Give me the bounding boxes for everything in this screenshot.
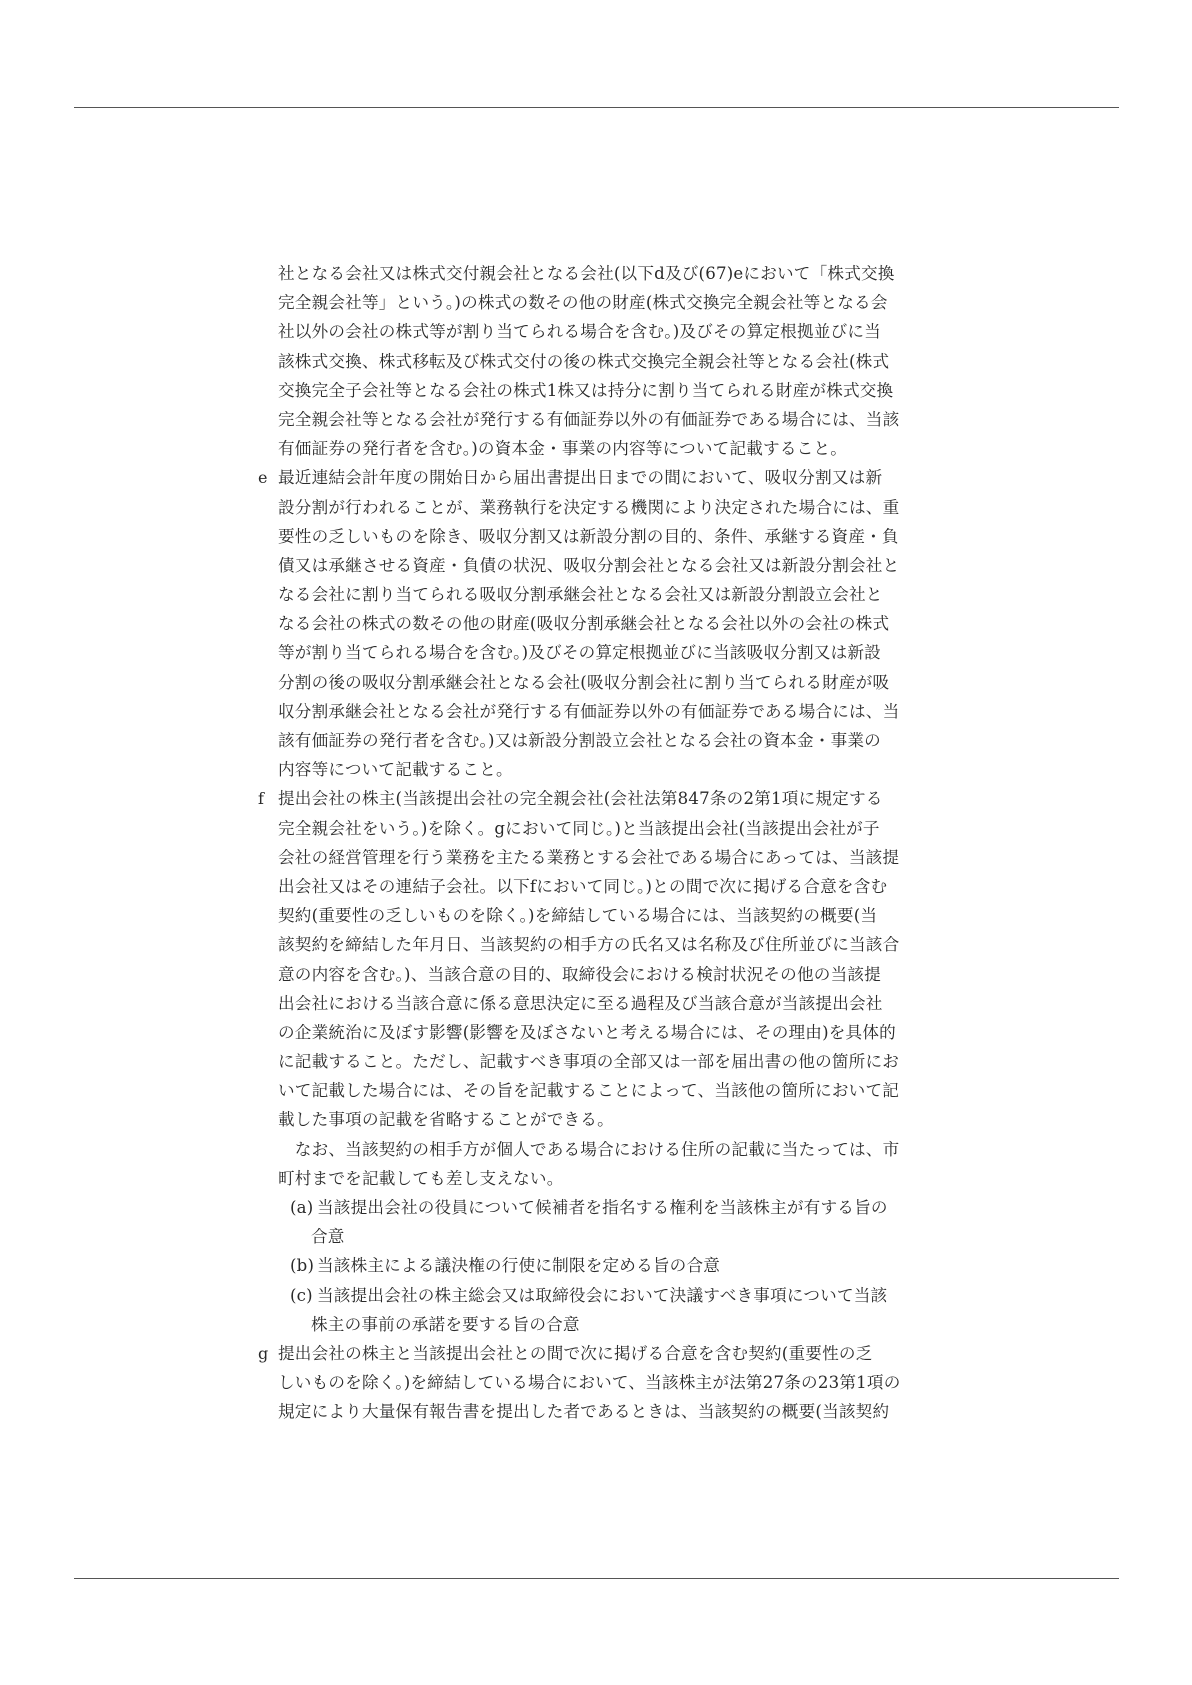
paragraph-g-first-line: 提出会社の株主と当該提出会社との間で次に掲げる合意を含む契約(重要性の乏 [278,1343,873,1363]
note-line: 町村までを記載しても差し支えない。 [278,1168,564,1188]
paragraph-f-first-line: 提出会社の株主(当該提出会社の完全親会社(会社法第847条の2第1項に規定する [278,789,883,809]
text-line: 分割の後の吸収分割承継会社となる会社(吸収分割会社に割り当てられる財産が吸 [278,672,890,692]
list-item-line [278,1251,951,1280]
text-line: 要性の乏しいものを除き、吸収分割又は新設分割の目的、条件、承継する資産・負 [278,526,899,546]
paragraph-g [258,1339,951,1427]
list-item-line [278,1281,951,1310]
list-item-line: 合意 [311,1227,345,1247]
paragraph-marker: e [258,468,268,488]
list-item-marker: (b) [290,1256,315,1276]
paragraph-f [258,784,951,1339]
text-line: しいものを除く。)を締結している場合において、当該株主が法第27条の23第1項の [278,1373,901,1393]
text-line: 規定により大量保有報告書を提出した者であるときは、当該契約の概要(当該契約 [278,1402,890,1422]
list-item-c [278,1281,951,1339]
note-line: なお、当該契約の相手方が個人である場合における住所の記載に当たっては、市 [278,1139,900,1159]
text-line: 完全親会社等」という。)の株式の数その他の財産(株式交換完全親会社等となる会 [278,293,888,313]
text-line: 意の内容を含む。)、当該合意の目的、取締役会における検討状況その他の当該提 [278,964,881,984]
list-item-text: 当該提出会社の役員について候補者を指名する権利を当該株主が有する旨の [317,1198,888,1217]
text-line: 完全親会社をいう。)を除く。gにおいて同じ。)と当該提出会社(当該提出会社が子 [278,818,880,838]
text-line: 収分割承継会社となる会社が発行する有価証券以外の有価証券である場合には、当 [278,701,900,721]
list-item-marker: (c) [290,1285,313,1305]
text-line: 交換完全子会社等となる会社の株式1株又は持分に割り当てられる財産が株式交換 [278,380,894,400]
text-line: なる会社の株式の数その他の財産(吸収分割承継会社となる会社以外の会社の株式 [278,614,890,634]
paragraph-e-first-line: 最近連結会計年度の開始日から届出書提出日までの間において、吸収分割又は新 [278,468,883,488]
footer-rule [74,1578,1119,1579]
text-line: 該契約を締結した年月日、当該契約の相手方の氏名又は名称及び住所並びに当該合 [278,935,900,955]
text-line: 載した事項の記載を省略することができる。 [278,1110,614,1130]
list-item-line [278,1193,951,1222]
paragraph-marker: f [258,789,265,809]
text-line: 社となる会社又は株式交付親会社となる会社(以下d及び(67)eにおいて「株式交換 [278,264,895,283]
text-line: 出会社又はその連結子会社。以下fにおいて同じ。)との間で次に掲げる合意を含む [278,876,888,896]
text-line: いて記載した場合には、その旨を記載することによって、当該他の箇所において記 [278,1081,900,1101]
list-item-b [278,1251,951,1280]
text-line: 出会社における当該合意に係る意思決定に至る過程及び当該合意が当該提出会社 [278,993,883,1013]
text-line [258,784,951,813]
list-item-line: 株主の事前の承諾を要する旨の合意 [311,1314,580,1334]
header-rule [74,107,1119,108]
document-body [258,259,951,1427]
list-item-a [278,1193,951,1251]
text-line: なる会社に割り当てられる吸収分割承継会社となる会社又は新設分割設立会社と [278,585,883,605]
text-line: 内容等について記載すること。 [278,760,513,780]
text-line [258,463,951,492]
paragraph-marker: g [258,1343,269,1363]
list-item-marker: (a) [290,1198,314,1217]
paragraph-e [258,463,951,784]
list-item-text: 当該提出会社の株主総会又は取締役会において決議すべき事項について当該 [317,1285,888,1305]
text-line: 債又は承継させる資産・負債の状況、吸収分割会社となる会社又は新設分割会社と [278,555,900,575]
text-line: 契約(重要性の乏しいものを除く。)を締結している場合には、当該契約の概要(当 [278,906,878,926]
text-line: 設分割が行われることが、業務執行を決定する機関により決定された場合には、重 [278,497,900,517]
text-line: 社以外の会社の株式等が割り当てられる場合を含む。)及びその算定根拠並びに当 [278,322,881,342]
text-line: 該有価証券の発行者を含む。)又は新設分割設立会社となる会社の資本金・事業の [278,731,881,750]
list-item-text: 当該株主による議決権の行使に制限を定める旨の合意 [317,1256,721,1276]
text-line: に記載すること。ただし、記載すべき事項の全部又は一部を届出書の他の箇所にお [278,1052,900,1072]
text-line: 該株式交換、株式移転及び株式交付の後の株式交換完全親会社等となる会社(株式 [278,351,890,371]
text-line: 等が割り当てられる場合を含む。)及びその算定根拠並びに当該吸収分割又は新設 [278,643,881,663]
text-line: 有価証券の発行者を含む。)の資本金・事業の内容等について記載すること。 [278,439,848,459]
text-line: 会社の経営管理を行う業務を主たる業務とする会社である場合にあっては、当該提 [278,847,900,867]
text-line: の企業統治に及ぼす影響(影響を及ぼさないと考える場合には、その理由)を具体的 [278,1022,896,1042]
paragraph-d-continuation [278,259,951,463]
text-line [258,1339,951,1368]
text-line: 完全親会社等となる会社が発行する有価証券以外の有価証券である場合には、当該 [278,409,900,429]
